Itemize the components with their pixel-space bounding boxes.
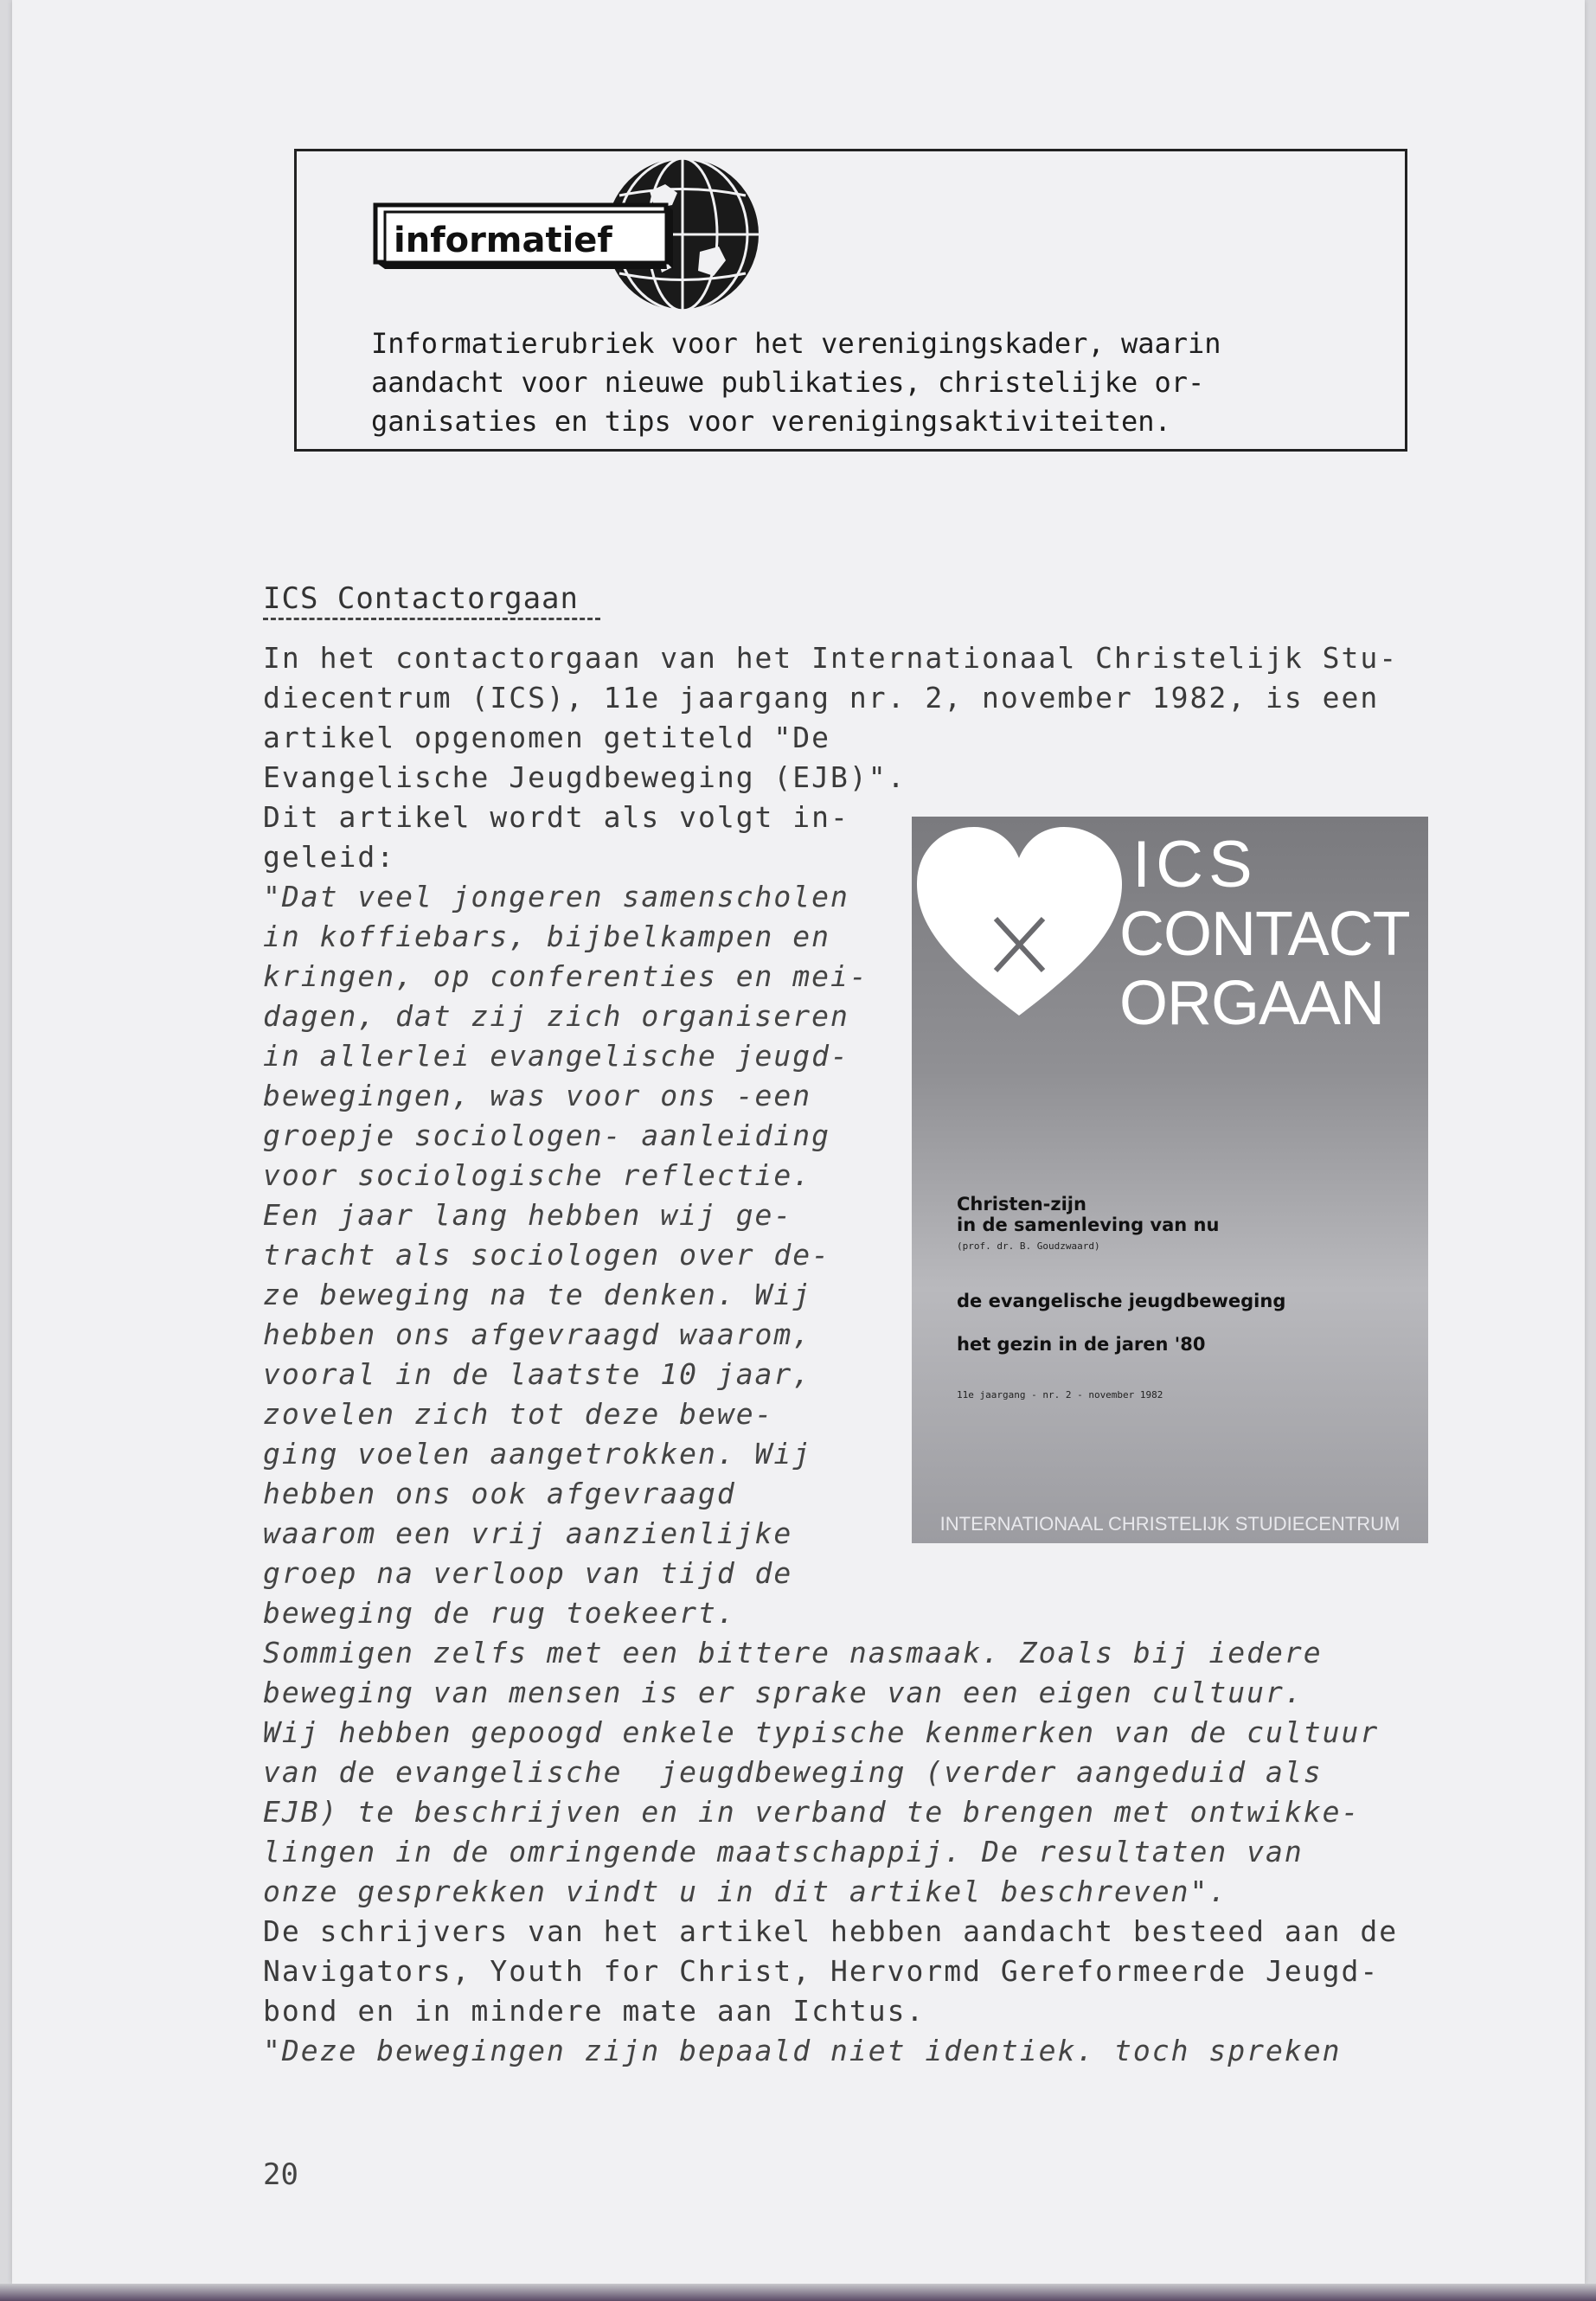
quote-line: vooral in de laatste 10 jaar, xyxy=(263,1357,812,1391)
quote-line: groepje sociologen- aanleiding xyxy=(263,1118,831,1152)
heading-underline xyxy=(263,618,600,620)
body-line: Evangelische Jeugdbeweging (EJB)". xyxy=(263,760,907,794)
quote-line: bewegingen, was voor ons -een xyxy=(263,1079,812,1112)
body-line: bond en in mindere mate aan Ichtus. xyxy=(263,1994,926,2028)
informatief-logo xyxy=(373,157,762,321)
logo-text: informatief xyxy=(394,221,612,260)
body-line: diecentrum (ICS), 11e jaargang nr. 2, november 1982, is een xyxy=(263,681,1380,715)
quote-line: Wij hebben gepoogd enkele typische kenmerken van de cultuur xyxy=(263,1715,1380,1749)
cover-subtitle: Christen-zijn xyxy=(957,1194,1086,1215)
body-line: artikel opgenomen getiteld "De xyxy=(263,721,831,754)
quote-line: Een jaar lang hebben wij ge- xyxy=(263,1198,793,1232)
quote-line: zovelen zich tot deze bewe- xyxy=(263,1397,774,1431)
quote-line: "Deze bewegingen zijn bepaald niet identiek. toch spreken xyxy=(263,2034,1342,2067)
quote-line: groep na verloop van tijd de xyxy=(263,1556,793,1590)
body-line: De schrijvers van het artikel hebben aandacht besteed aan de xyxy=(263,1914,1399,1948)
quote-line: EJB) te beschrijven en in verband te brengen met ontwikke- xyxy=(263,1795,1361,1829)
quote-line: beweging van mensen is er sprake van een eigen cultuur. xyxy=(263,1676,1304,1709)
body-line: geleid: xyxy=(263,840,396,874)
info-line: ganisaties en tips voor verenigingsaktiviteiten. xyxy=(371,405,1171,438)
quote-line: beweging de rug toekeert. xyxy=(263,1596,736,1630)
quote-line: onze gesprekken vindt u in dit artikel beschreven". xyxy=(263,1875,1228,1908)
quote-line: lingen in de omringende maatschappij. De resultaten van xyxy=(263,1835,1304,1868)
quote-line: voor sociologische reflectie. xyxy=(263,1158,812,1192)
quote-line: dagen, dat zij zich organiseren xyxy=(263,999,849,1033)
cover-subtitle: de evangelische jeugdbeweging xyxy=(957,1291,1286,1311)
quote-line: van de evangelische jeugdbeweging (verder aangeduid als xyxy=(263,1755,1323,1789)
quote-line: waarom een vrij aanzienlijke xyxy=(263,1516,793,1550)
body-line: In het contactorgaan van het Internationaal Christelijk Stu- xyxy=(263,641,1399,675)
body-line: Dit artikel wordt als volgt in- xyxy=(263,800,849,834)
quote-line: kringen, op conferenties en mei- xyxy=(263,959,869,993)
quote-line: in koffiebars, bijbelkampen en xyxy=(263,920,831,953)
quote-line: hebben ons ook afgevraagd xyxy=(263,1477,736,1510)
cover-subtitle: in de samenleving van nu xyxy=(957,1215,1220,1235)
quote-line: hebben ons afgevraagd waarom, xyxy=(263,1317,812,1351)
quote-line: ze beweging na te denken. Wij xyxy=(263,1278,812,1311)
magazine-cover-image xyxy=(912,817,1428,1543)
cover-footer: INTERNATIONAAL CHRISTELIJK STUDIECENTRUM xyxy=(939,1513,1401,1535)
quote-line: Sommigen zelfs met een bittere nasmaak. Zoals bij iedere xyxy=(263,1636,1323,1670)
page-number: 20 xyxy=(263,2157,298,2192)
quote-line: ging voelen aangetrokken. Wij xyxy=(263,1437,812,1471)
cover-title-contact: CONTACT xyxy=(1119,900,1410,969)
heart-cross-icon xyxy=(913,824,1125,1022)
quote-line: tracht als sociologen over de- xyxy=(263,1238,831,1272)
info-line: aandacht voor nieuwe publikaties, christelijke or- xyxy=(371,366,1205,399)
quote-line: "Dat veel jongeren samenscholen xyxy=(263,880,849,913)
document-page xyxy=(12,0,1585,2284)
quote-line: in allerlei evangelische jeugd- xyxy=(263,1039,849,1073)
cover-author: (prof. dr. B. Goudzwaard) xyxy=(957,1240,1100,1252)
article-heading: ICS Contactorgaan xyxy=(263,581,579,616)
cover-title-orgaan: ORGAAN xyxy=(1119,969,1385,1038)
cover-issue: 11e jaargang - nr. 2 - november 1982 xyxy=(957,1389,1163,1400)
body-line: Navigators, Youth for Christ, Hervormd Gereformeerde Jeugd- xyxy=(263,1954,1380,1988)
info-description xyxy=(371,324,1375,441)
cover-title-ics: ICS xyxy=(1132,828,1258,901)
cover-subtitle: het gezin in de jaren '80 xyxy=(957,1334,1206,1355)
bottom-edge xyxy=(0,2284,1596,2301)
info-line: Informatierubriek voor het verenigingskader, waarin xyxy=(371,327,1221,360)
info-box xyxy=(294,149,1407,452)
